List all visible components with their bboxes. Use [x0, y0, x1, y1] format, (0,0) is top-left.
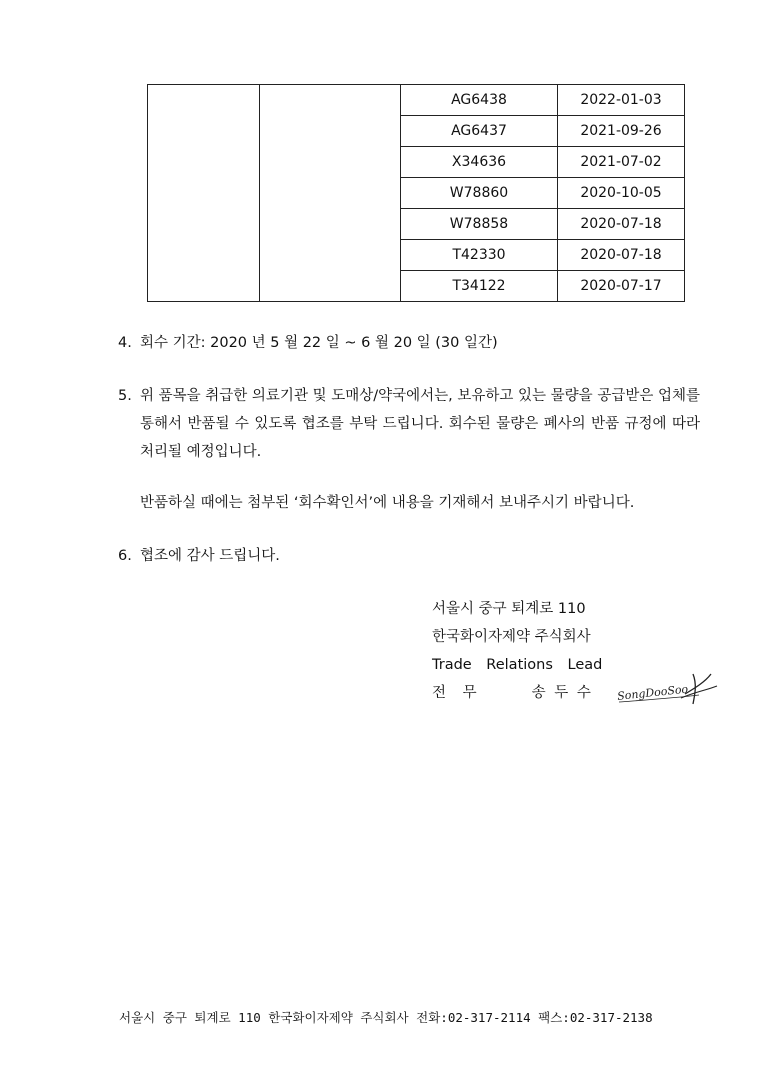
table-row	[148, 85, 685, 116]
return-note-text: 반품하실 때에는 첨부된 ‘회수확인서’에 내용을 기재해서 보내주시기 바랍니다.	[140, 495, 635, 511]
expiry-date: 2020-07-18	[558, 209, 685, 240]
product-detail-cell	[260, 85, 401, 302]
lot-number: T34122	[401, 271, 558, 302]
thanks-item	[118, 542, 700, 570]
recall-period-item	[118, 329, 700, 357]
sender-title: Trade Relations Lead	[432, 657, 603, 673]
lot-table	[147, 84, 685, 302]
item-number: 6.	[118, 548, 132, 564]
signature	[615, 668, 720, 710]
lot-number: T42330	[401, 240, 558, 271]
footer-contact: 서울시 중구 퇴계로 110 한국화이자제약 주식회사 전화:02-317-2114 팩스:02-317-2138	[119, 1010, 653, 1025]
expiry-date: 2021-09-26	[558, 116, 685, 147]
expiry-date: 2020-10-05	[558, 178, 685, 209]
recall-period-text: 회수 기간: 2020 년 5 월 22 일 ~ 6 월 20 일 (30 일간)	[140, 335, 498, 351]
product-cell	[148, 85, 260, 302]
lot-number: X34636	[401, 147, 558, 178]
expiry-date: 2020-07-17	[558, 271, 685, 302]
lot-number: W78860	[401, 178, 558, 209]
sender-name: 송 두 수	[531, 685, 593, 701]
item-number: 5.	[118, 388, 132, 404]
return-request-item	[118, 382, 700, 517]
lot-number: AG6437	[401, 116, 558, 147]
signature-text: SongDooSoo	[616, 682, 689, 703]
lot-number: W78858	[401, 209, 558, 240]
item-number: 4.	[118, 335, 132, 351]
sender-company: 한국화이자제약 주식회사	[432, 629, 591, 645]
expiry-date: 2020-07-18	[558, 240, 685, 271]
sender-position: 전 무	[432, 685, 483, 701]
thanks-text: 협조에 감사 드립니다.	[140, 548, 280, 564]
sender-block	[432, 595, 602, 707]
lot-number: AG6438	[401, 85, 558, 116]
expiry-date: 2022-01-03	[558, 85, 685, 116]
return-request-text: 위 품목을 취급한 의료기관 및 도매상/약국에서는, 보유하고 있는 물량을 공급받은 업체를 통해서 반품될 수 있도록 협조를 부탁 드립니다. 회수된 물량은 폐사의 반품 규정에 따라 처리될 예정입니다.	[140, 388, 700, 460]
sender-address: 서울시 중구 퇴계로 110	[432, 601, 586, 617]
expiry-date: 2021-07-02	[558, 147, 685, 178]
sender-name-line	[432, 679, 602, 707]
